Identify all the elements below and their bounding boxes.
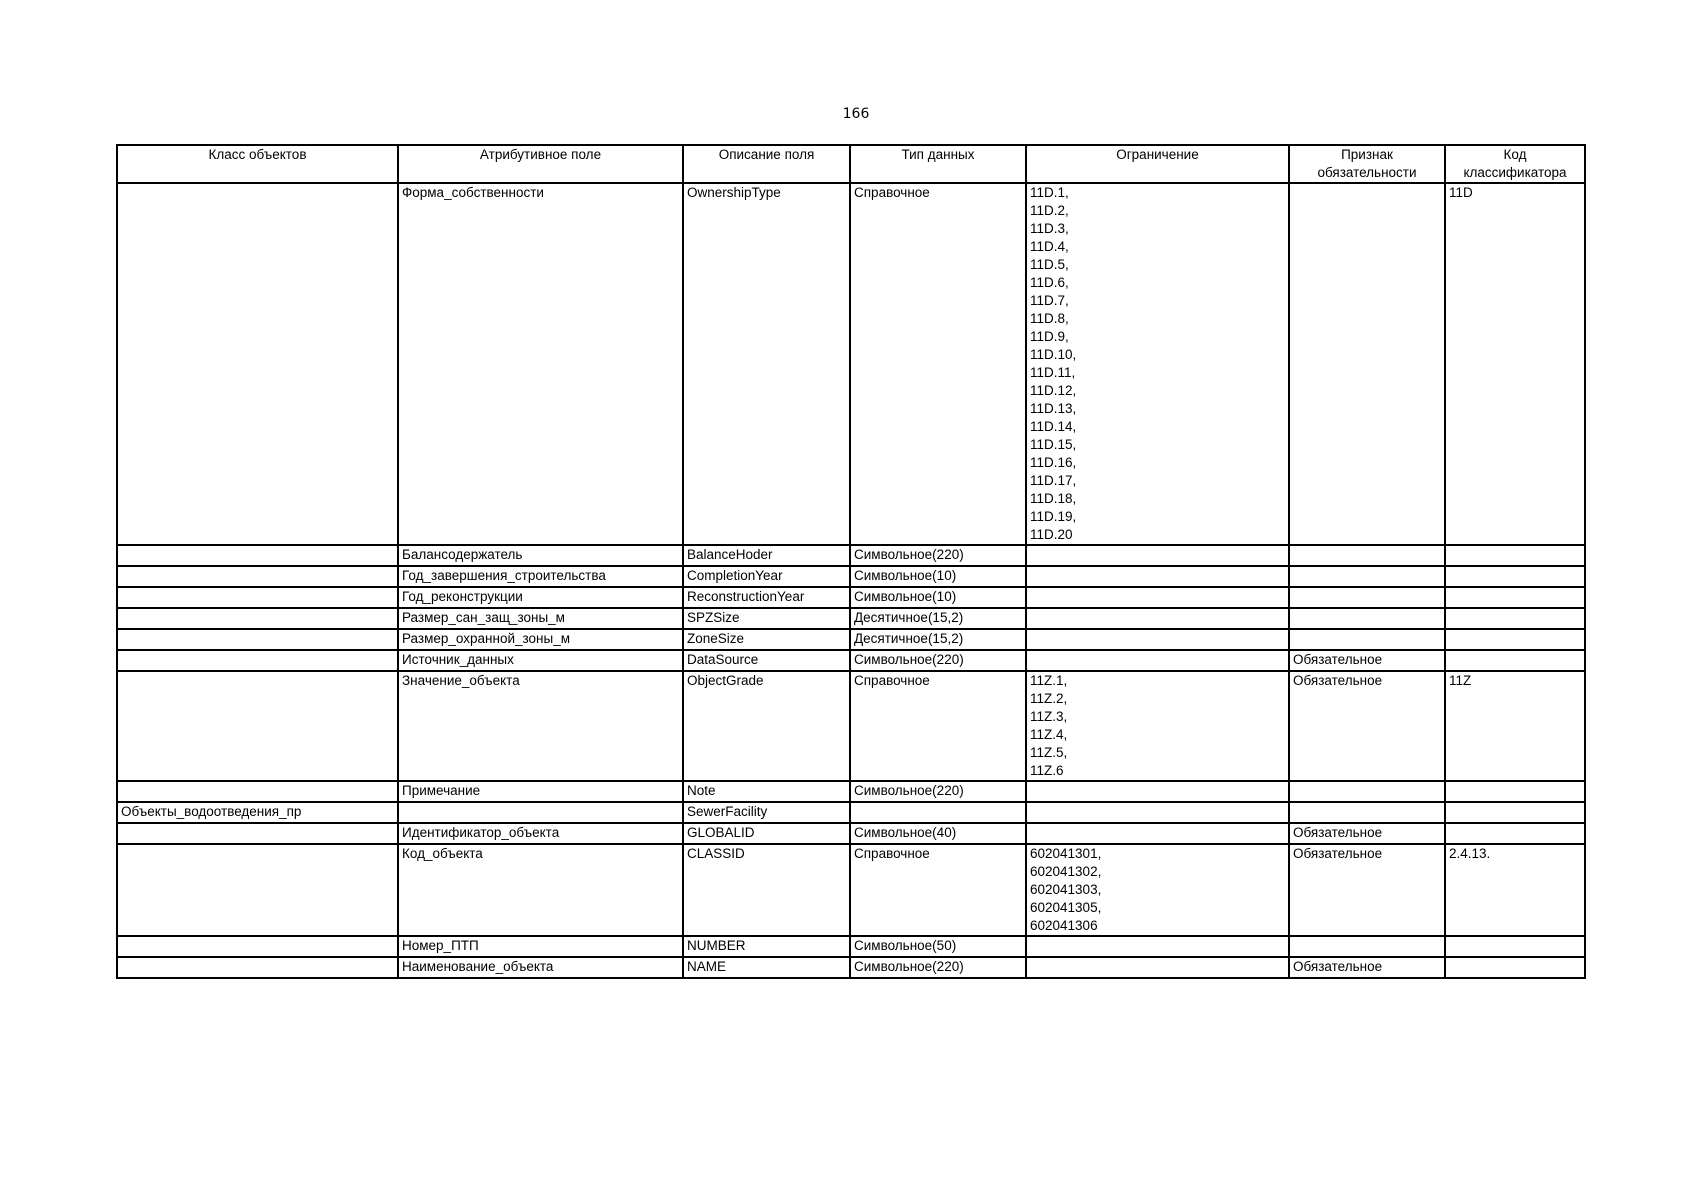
attribute-field-cell: Размер_сан_защ_зоны_м	[398, 608, 683, 629]
header-object-class: Класс объектов	[117, 145, 398, 183]
table-row	[117, 844, 1585, 936]
field-description-cell: OwnershipType	[683, 183, 850, 545]
header-row	[117, 145, 1585, 183]
mandatory-flag-cell	[1289, 629, 1445, 650]
constraint-cell	[1026, 545, 1289, 566]
table-header	[117, 145, 1585, 183]
table-row	[117, 936, 1585, 957]
mandatory-flag-cell	[1289, 802, 1445, 823]
data-type-cell: Символьное(220)	[850, 957, 1026, 978]
table-row	[117, 823, 1585, 844]
table-row	[117, 650, 1585, 671]
mandatory-flag-cell: Обязательное	[1289, 671, 1445, 781]
classifier-code-cell	[1445, 781, 1585, 802]
mandatory-flag-cell	[1289, 608, 1445, 629]
field-description-cell: GLOBALID	[683, 823, 850, 844]
field-description-cell: CLASSID	[683, 844, 850, 936]
attribute-field-cell: Источник_данных	[398, 650, 683, 671]
table-row	[117, 629, 1585, 650]
header-field-description: Описание поля	[683, 145, 850, 183]
field-description-cell: ReconstructionYear	[683, 587, 850, 608]
attribute-field-cell: Размер_охранной_зоны_м	[398, 629, 683, 650]
mandatory-flag-cell: Обязательное	[1289, 844, 1445, 936]
attribute-field-cell: Примечание	[398, 781, 683, 802]
data-type-cell: Символьное(40)	[850, 823, 1026, 844]
object-class-cell	[117, 183, 398, 545]
attribute-field-cell: Значение_объекта	[398, 671, 683, 781]
table-body	[117, 183, 1585, 978]
constraint-cell	[1026, 650, 1289, 671]
table-row	[117, 957, 1585, 978]
classifier-code-cell	[1445, 608, 1585, 629]
header-constraint: Ограничение	[1026, 145, 1289, 183]
object-class-cell	[117, 936, 398, 957]
table-row	[117, 587, 1585, 608]
classifier-code-cell: 2.4.13.	[1445, 844, 1585, 936]
field-description-cell: BalanceHoder	[683, 545, 850, 566]
field-description-cell: SewerFacility	[683, 802, 850, 823]
object-class-cell	[117, 671, 398, 781]
table-row	[117, 671, 1585, 781]
data-type-cell: Справочное	[850, 671, 1026, 781]
data-type-cell: Символьное(220)	[850, 650, 1026, 671]
mandatory-flag-cell	[1289, 566, 1445, 587]
mandatory-flag-cell: Обязательное	[1289, 823, 1445, 844]
object-class-cell	[117, 587, 398, 608]
object-class-cell	[117, 650, 398, 671]
mandatory-flag-cell	[1289, 587, 1445, 608]
mandatory-flag-cell	[1289, 183, 1445, 545]
object-class-cell	[117, 566, 398, 587]
mandatory-flag-cell	[1289, 936, 1445, 957]
table-row	[117, 608, 1585, 629]
attribute-field-cell: Наименование_объекта	[398, 957, 683, 978]
classifier-code-cell	[1445, 629, 1585, 650]
object-class-cell	[117, 823, 398, 844]
constraint-cell	[1026, 823, 1289, 844]
classifier-code-cell	[1445, 936, 1585, 957]
mandatory-flag-cell	[1289, 545, 1445, 566]
mandatory-flag-cell	[1289, 781, 1445, 802]
constraint-cell	[1026, 781, 1289, 802]
constraint-cell	[1026, 802, 1289, 823]
data-type-cell	[850, 802, 1026, 823]
classifier-code-cell	[1445, 587, 1585, 608]
constraint-cell	[1026, 608, 1289, 629]
table-row	[117, 781, 1585, 802]
data-type-cell: Символьное(220)	[850, 781, 1026, 802]
table-row	[117, 545, 1585, 566]
attribute-field-cell	[398, 802, 683, 823]
attribute-field-cell: Номер_ПТП	[398, 936, 683, 957]
field-description-cell: DataSource	[683, 650, 850, 671]
constraint-cell	[1026, 566, 1289, 587]
table-row	[117, 566, 1585, 587]
mandatory-flag-cell: Обязательное	[1289, 957, 1445, 978]
object-class-cell	[117, 608, 398, 629]
object-class-cell: Объекты_водоотведения_пр	[117, 802, 398, 823]
classifier-code-cell	[1445, 566, 1585, 587]
classifier-code-cell	[1445, 545, 1585, 566]
header-attribute-field: Атрибутивное поле	[398, 145, 683, 183]
object-class-cell	[117, 629, 398, 650]
constraint-cell	[1026, 587, 1289, 608]
page-number: 166	[842, 106, 870, 122]
mandatory-flag-cell: Обязательное	[1289, 650, 1445, 671]
field-description-cell: Note	[683, 781, 850, 802]
field-description-cell: NAME	[683, 957, 850, 978]
attribute-table	[116, 144, 1586, 979]
classifier-code-cell	[1445, 802, 1585, 823]
header-classifier-code: Код классификатора	[1445, 145, 1585, 183]
constraint-cell	[1026, 957, 1289, 978]
field-description-cell: SPZSize	[683, 608, 850, 629]
classifier-code-cell	[1445, 650, 1585, 671]
attribute-field-cell: Идентификатор_объекта	[398, 823, 683, 844]
classifier-code-cell	[1445, 823, 1585, 844]
constraint-cell	[1026, 936, 1289, 957]
field-description-cell: ObjectGrade	[683, 671, 850, 781]
data-type-cell: Символьное(10)	[850, 587, 1026, 608]
object-class-cell	[117, 781, 398, 802]
table-row	[117, 802, 1585, 823]
object-class-cell	[117, 957, 398, 978]
classifier-code-cell	[1445, 957, 1585, 978]
data-type-cell: Десятичное(15,2)	[850, 629, 1026, 650]
constraint-cell: 11Z.1, 11Z.2, 11Z.3, 11Z.4, 11Z.5, 11Z.6	[1026, 671, 1289, 781]
constraint-cell: 602041301, 602041302, 602041303, 602041305, 602041306	[1026, 844, 1289, 936]
classifier-code-cell: 11Z	[1445, 671, 1585, 781]
data-type-cell: Символьное(220)	[850, 545, 1026, 566]
attribute-field-cell: Год_реконструкции	[398, 587, 683, 608]
header-mandatory-flag: Признак обязательности	[1289, 145, 1445, 183]
field-description-cell: CompletionYear	[683, 566, 850, 587]
data-type-cell: Символьное(10)	[850, 566, 1026, 587]
field-description-cell: NUMBER	[683, 936, 850, 957]
data-type-cell: Десятичное(15,2)	[850, 608, 1026, 629]
attribute-field-cell: Код_объекта	[398, 844, 683, 936]
attribute-field-cell: Балансодержатель	[398, 545, 683, 566]
data-type-cell: Символьное(50)	[850, 936, 1026, 957]
object-class-cell	[117, 545, 398, 566]
data-type-cell: Справочное	[850, 844, 1026, 936]
attribute-field-cell: Форма_собственности	[398, 183, 683, 545]
constraint-cell: 11D.1, 11D.2, 11D.3, 11D.4, 11D.5, 11D.6, 11D.7, 11D.8, 11D.9, 11D.10, 11D.11, 11D.12, 11D.13, 11D.14, 11D.15, 11D.16, 11D.17, 11D.18, 11D.19, 11D.20	[1026, 183, 1289, 545]
object-class-cell	[117, 844, 398, 936]
classifier-code-cell: 11D	[1445, 183, 1585, 545]
attribute-field-cell: Год_завершения_строительства	[398, 566, 683, 587]
header-data-type: Тип данных	[850, 145, 1026, 183]
field-description-cell: ZoneSize	[683, 629, 850, 650]
table-row	[117, 183, 1585, 545]
data-type-cell: Справочное	[850, 183, 1026, 545]
constraint-cell	[1026, 629, 1289, 650]
